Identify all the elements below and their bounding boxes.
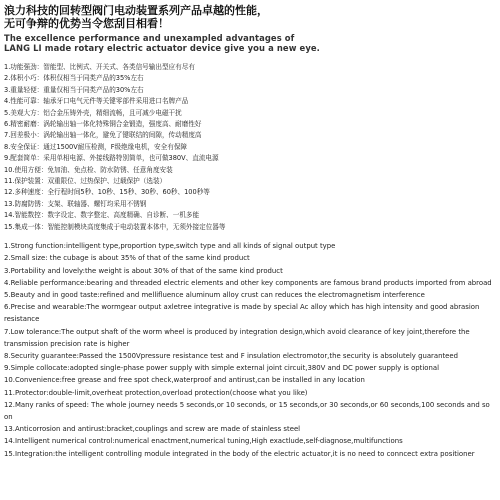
chinese-feature-item: 10.使用方便：免加油、免点检、防水防锈、任意角度安装 <box>4 165 173 174</box>
chinese-feature-item: 6.精密耐磨：涡轮输出轴一体化特殊铜合金锻造，强度高、耐磨性好 <box>4 120 202 129</box>
chinese-feature-item: 9.配套简单：采用单相电源、外接线路特别简单，也可做380V、直流电源 <box>4 154 219 163</box>
chinese-feature-item: 3.重量轻便：重量仅相当于同类产品的30%左右 <box>4 85 144 94</box>
english-feature-item: 9.Simple collocate:adopted single-phase power supply with simple external joint circuit,380V and DC power supply is optional <box>4 364 440 373</box>
english-feature-item: 1.Strong function:intelligent type,proportion type,switch type and all kinds of signal output type <box>4 242 336 251</box>
chinese-feature-item: 1.功能强劲：智能型、比例式、开关式、各类信号输出型应有尽有 <box>4 63 195 71</box>
english-feature-item: 14.Intelligent numerical control:numerical enactment,numerical tuning,High exactlude,self-diagnose,multifunctions <box>4 437 403 446</box>
english-feature-list <box>4 240 494 460</box>
chinese-feature-item: 13.防腐防锈：支架、联轴器、螺钉均采用不锈钢 <box>4 199 147 208</box>
english-feature-item: 15.Integration:the intelligent controlling module integrated in the body of the electric actuator,it is no need to conncect extra positioner <box>4 449 475 458</box>
english-feature-item: 2.Small size: the cubage is about 35% of that of the same kind product <box>4 254 250 263</box>
chinese-feature-list <box>4 62 494 233</box>
feature-document <box>4 4 494 460</box>
chinese-feature-item: 4.性能可靠：轴承牙口电气元件等关键零部件采用进口名牌产品 <box>4 97 189 106</box>
english-feature-item: 10.Convenience:free grease and free spot check,waterproof and antirust,can be installed in any location <box>4 376 365 385</box>
english-subtitle-line-1: The excellence performance and unexampled advantages of <box>4 33 295 43</box>
chinese-feature-item: 12.多种速度：全行程时间5秒、10秒、15秒、30秒、60秒、100秒等 <box>4 188 210 197</box>
chinese-feature-item: 5.美观大方：铝合金压铸外壳，精细流畅，且可减少电磁干扰 <box>4 108 182 117</box>
english-feature-item: 3.Portability and lovely:the weight is about 30% of that of the same kind product <box>4 266 283 275</box>
title-line-2: 无可争辩的优势当令您刮目相看！ <box>4 17 169 30</box>
title-line-1: 浪力科技的回转型阀门电动装置系列产品卓越的性能， <box>4 4 268 17</box>
chinese-feature-item: 7.回差极小：涡轮输出轴一体化，避免了键联结的间隙，传动精度高 <box>4 131 202 140</box>
english-feature-item: 6.Precise and wearable:The wormgear output axletree integrative is made by special Ac alloy which has high intensity and good abrasion resistance <box>4 303 480 324</box>
chinese-feature-item: 11.保护装置：双重限位、过热保护、过载保护（选装） <box>4 177 167 186</box>
english-feature-item: 8.Security guarantee:Passed the 1500Vpressure resistance test and F insulation electromotor,the security is absolutely guaranteed <box>4 351 459 360</box>
chinese-feature-item: 15.集成一体：智能控制模块高度集成于电动装置本体中，无须外接定位器等 <box>4 222 226 231</box>
english-feature-item: 12.Many ranks of speed: The whole journey needs 5 seconds,or 10 seconds, or 15 seconds,or 30 seconds,or 60 seconds,100 seconds and so on <box>4 400 490 421</box>
english-feature-item: 5.Beauty and in good taste:refined and mellifluence aluminum alloy crust can reduces the electromagnetism interference <box>4 290 425 299</box>
english-feature-item: 11.Protector:double-limit,overheat protection,overload protection(choose what you like) <box>4 388 308 397</box>
chinese-feature-item: 2.体积小巧：体积仅相当于同类产品的35%左右 <box>4 74 144 83</box>
english-feature-item: 4.Reliable performance:bearing and threaded electric elements and other key components are famous brand products imported from abroad <box>4 278 492 287</box>
english-subtitle-line-2: LANG LI made rotary electric actuator device give you a new eye. <box>4 43 320 53</box>
english-feature-item: 7.Low tolerance:The output shaft of the worm wheel is produced by integration design,which avoid clearance of key joint,therefore the transmission precision rate is higher <box>4 327 470 348</box>
english-feature-item: 13.Anticorrosion and antirust:bracket,couplings and screw are made of stainless steel <box>4 425 301 434</box>
chinese-feature-item: 8.安全保证：通过1500V耐压检测，F级绝缘电机，安全有保障 <box>4 142 188 151</box>
chinese-feature-item: 14.智能数控：数字设定、数字整定、高度精确、自诊断、一机多能 <box>4 211 200 220</box>
